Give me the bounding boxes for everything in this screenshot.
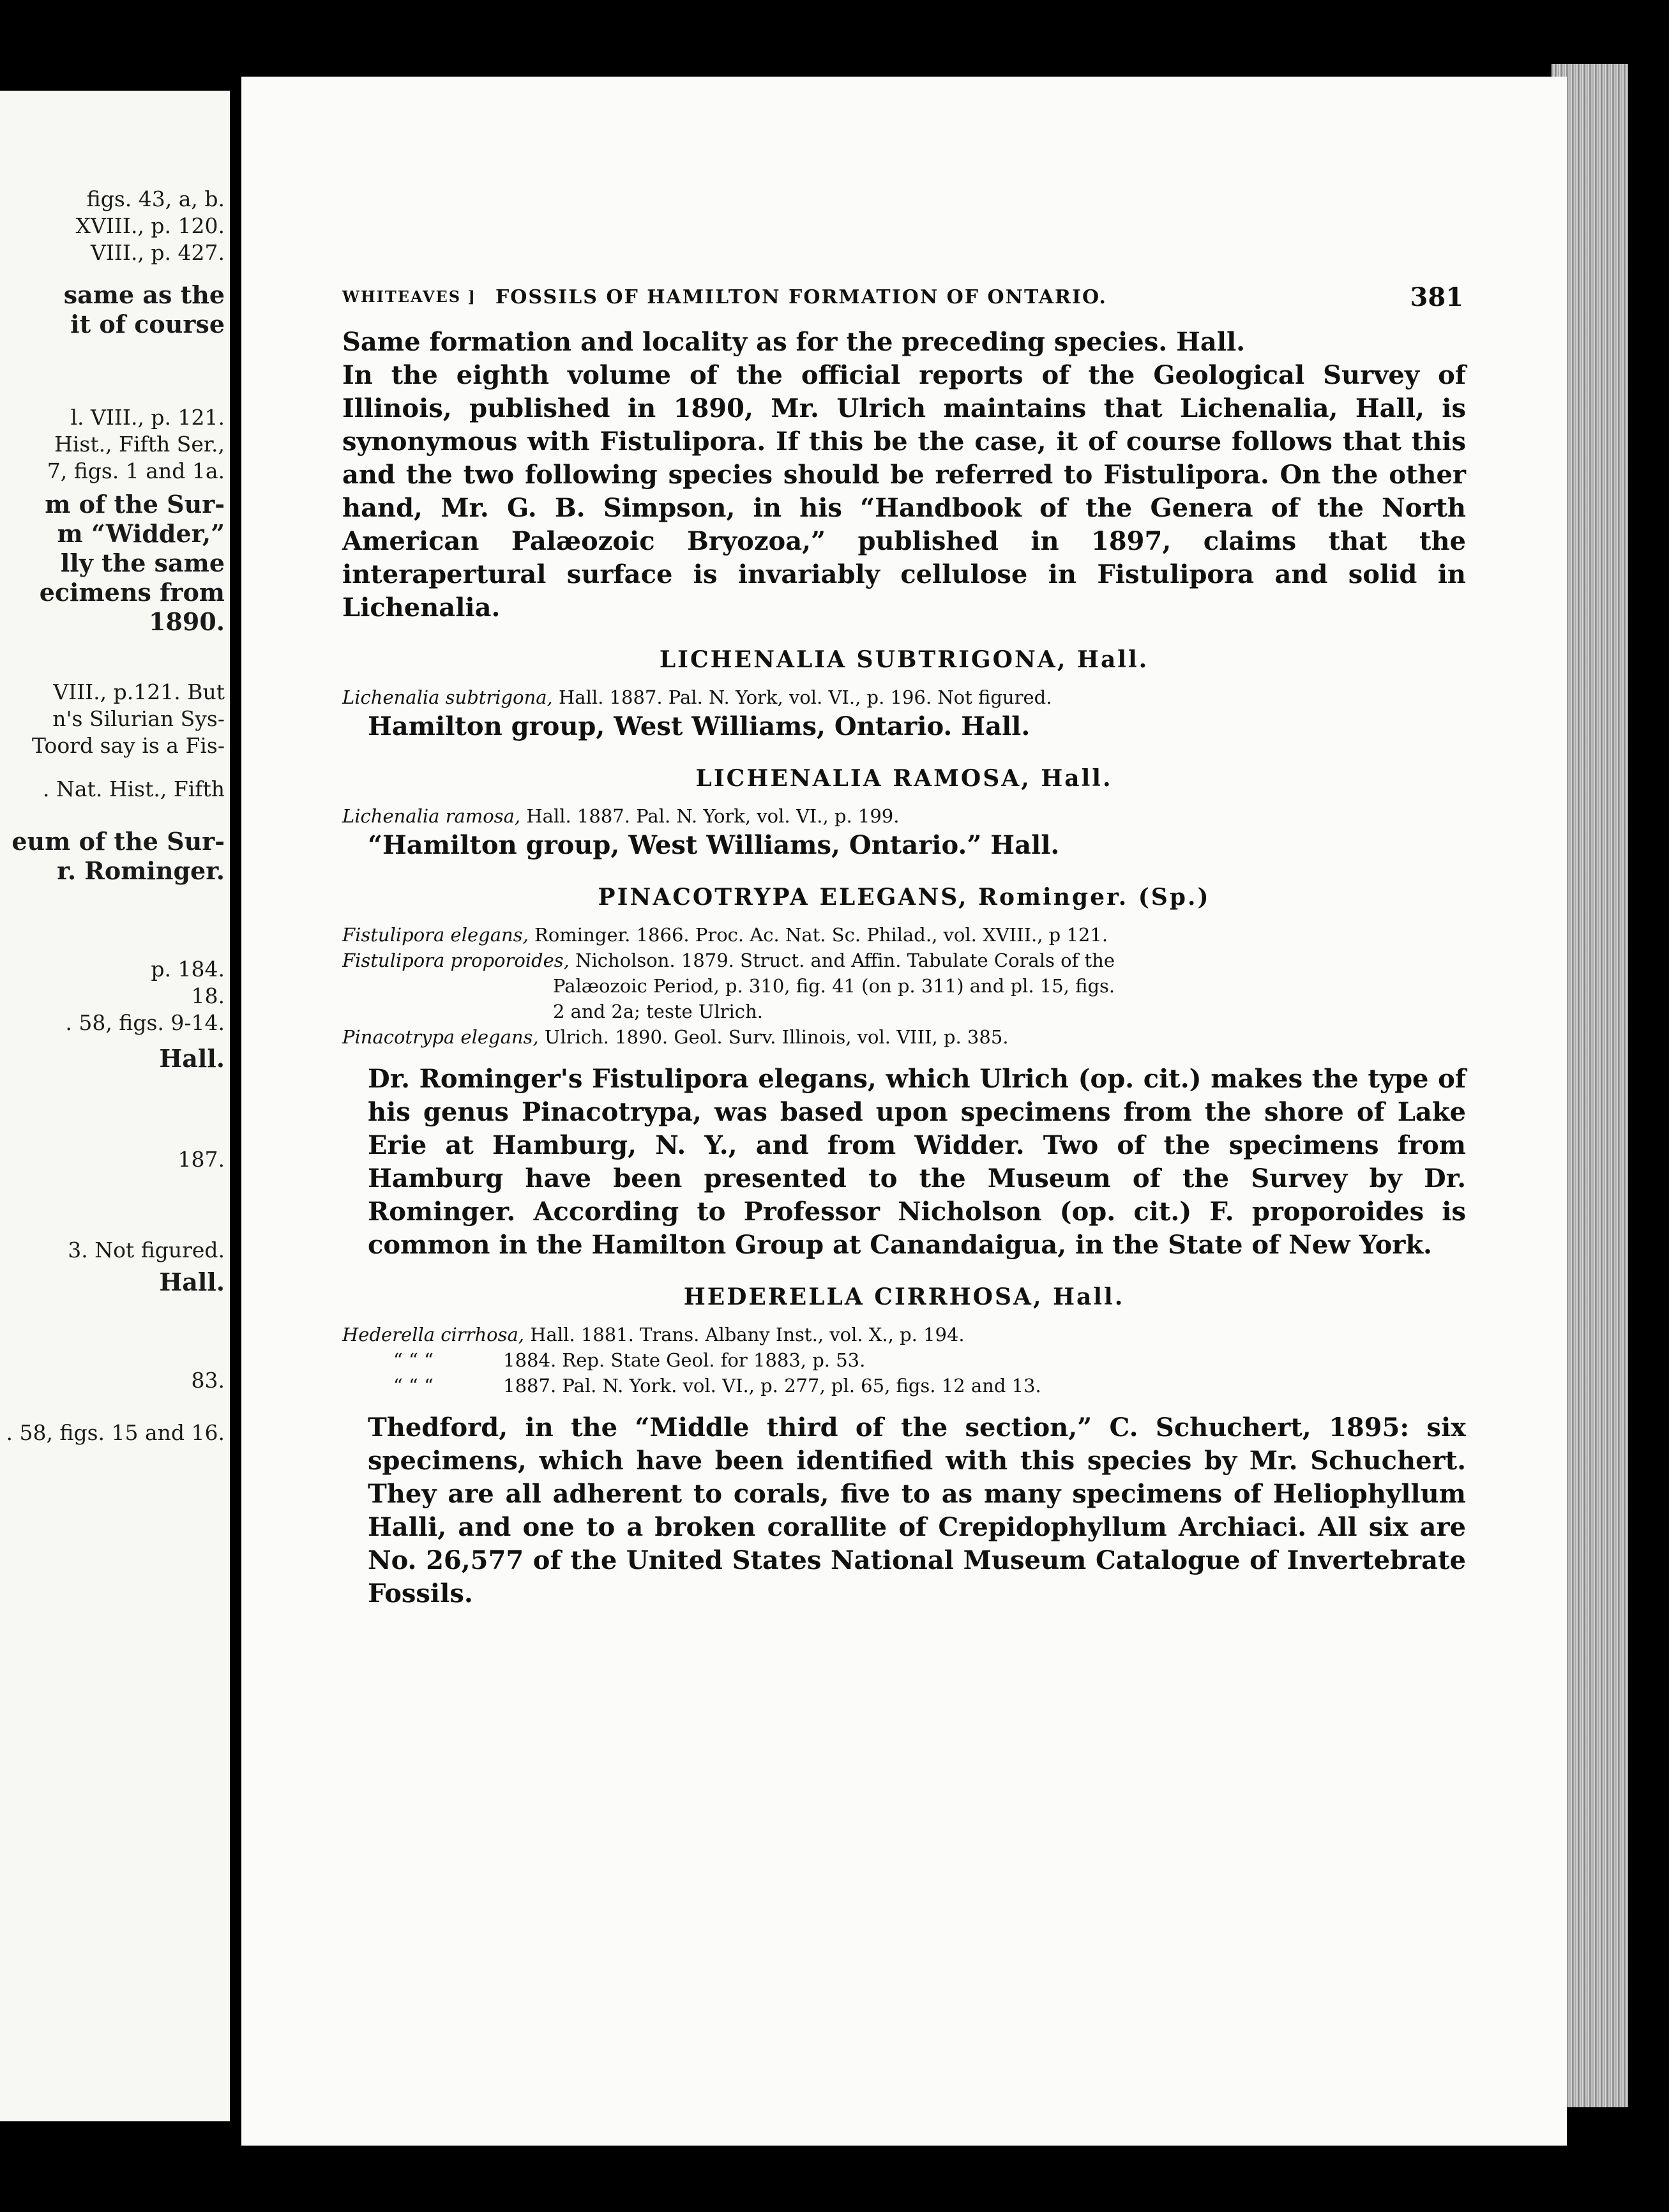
running-head-title: FOSSILS OF HAMILTON FORMATION OF ONTARIO.	[495, 286, 1107, 308]
synonymy-line	[342, 803, 1466, 829]
left-page-line: . 58, figs. 15 and 16.	[6, 1420, 225, 1445]
running-head	[342, 282, 1466, 321]
synonym-name: Lichenalia ramosa,	[342, 805, 521, 827]
synonymy-line	[342, 948, 1466, 1024]
synonym-name: Lichenalia subtrigona,	[342, 686, 553, 708]
synonym-reference: Nicholson. 1879. Struct. and Affin. Tabulate Corals of the	[575, 950, 1115, 971]
left-page-line: VIII., p. 427.	[91, 240, 225, 265]
synonym-reference-continued: 2 and 2a; teste Ulrich.	[553, 1001, 763, 1022]
left-page-line: XVIII., p. 120.	[75, 213, 225, 238]
left-page-line: n's Silurian Sys-	[52, 706, 225, 731]
left-page-line: r. Rominger.	[57, 856, 225, 885]
left-page-line: . 58, figs. 9-14.	[65, 1010, 225, 1035]
synonymy-line	[342, 922, 1466, 948]
ditto-marks: “ “ “	[393, 1349, 434, 1371]
left-page-line: ecimens from	[39, 578, 225, 607]
spacer	[342, 1050, 1466, 1063]
intro-paragraph-1: Same formation and locality as for the preceding species. Hall.	[342, 327, 1246, 357]
left-page-line: m “Widder,”	[57, 519, 225, 548]
page-gutter	[230, 77, 241, 2133]
left-page-line: eum of the Sur-	[11, 827, 225, 856]
left-page-line: it of course	[70, 310, 225, 338]
left-page-line: 83.	[191, 1368, 225, 1393]
species-heading-pinacotrypa-elegans: PINACOTRYPA ELEGANS, Rominger. (Sp.)	[598, 884, 1211, 911]
left-page-line: VIII., p.121. But	[53, 679, 225, 704]
page-number: 381	[1410, 282, 1463, 312]
left-page-line: 187.	[177, 1147, 225, 1172]
left-page-line: Hist., Fifth Ser.,	[54, 432, 225, 457]
left-page-line: . Nat. Hist., Fifth	[43, 776, 225, 801]
species-heading-hederella-cirrhosa: HEDERELLA CIRRHOSA, Hall.	[683, 1284, 1125, 1310]
synonym-name: Pinacotrypa elegans,	[342, 1026, 539, 1048]
discussion-paragraph: Thedford, in the “Middle third of the section,” C. Schuchert, 1895: six specimens, which have been identified with this species by Mr. Schuchert. They are all adherent to corals, five to as many specimens of Heliophyllum Halli, and one to a broken corallite of Crepidophyllum Archiaci. All six are No. 26,577 of the United States National Museum Catalogue of Invertebrate Fossils.	[368, 1413, 1466, 1609]
synonymy-line	[342, 1322, 1466, 1347]
synonymy-line	[342, 685, 1466, 710]
synonym-reference: Ulrich. 1890. Geol. Surv. Illinois, vol. VIII, p. 385.	[544, 1026, 1009, 1048]
synonym-reference: Hall. 1887. Pal. N. York, vol. VI., p. 196. Not figured.	[558, 686, 1052, 708]
left-page-line: same as the	[63, 280, 225, 309]
left-page-line: 7, figs. 1 and 1a.	[47, 458, 225, 483]
synonym-reference: 1887. Pal. N. York. vol. VI., p. 277, pl. 65, figs. 12 and 13.	[503, 1375, 1041, 1397]
synonymy-line	[342, 1024, 1466, 1050]
ditto-marks: “ “ “	[393, 1375, 434, 1397]
left-page-line: m of the Sur-	[45, 490, 225, 519]
discussion-paragraph: Dr. Rominger's Fistulipora elegans, which Ulrich (op. cit.) makes the type of his genus Pinacotrypa, was based upon specimens from the shore of Lake Erie at Hamburg, N. Y., and from Widder. Two of the specimens from Hamburg have been presented to the Museum of the Survey by Dr. Rominger. According to Professor Nicholson (op. cit.) F. proporoides is common in the Hamilton Group at Canandaigua, in the State of New York.	[368, 1064, 1466, 1260]
synonym-name: Hederella cirrhosa,	[342, 1324, 525, 1345]
species-heading-lichenalia-ramosa: LICHENALIA RAMOSA, Hall.	[695, 765, 1113, 792]
left-page-line: Hall.	[159, 1044, 225, 1073]
left-page-line: lly the same	[60, 549, 225, 577]
left-page-line: Toord say is a Fis-	[32, 733, 225, 758]
synonym-reference: 1884. Rep. State Geol. for 1883, p. 53.	[503, 1349, 866, 1371]
left-page-line: 1890.	[149, 607, 225, 636]
spacer	[342, 1398, 1466, 1411]
left-page-line: figs. 43, a, b.	[86, 186, 225, 211]
species-heading-lichenalia-subtrigona: LICHENALIA SUBTRIGONA, Hall.	[659, 646, 1149, 673]
left-page-fragment	[0, 91, 230, 2121]
left-page-line: 18.	[191, 983, 225, 1008]
synonym-reference-continued: Palæozoic Period, p. 310, fig. 41 (on p. 311) and pl. 15, figs.	[553, 975, 1115, 997]
synonym-name: Fistulipora proporoides,	[342, 950, 570, 971]
left-page-line: 3. Not figured.	[68, 1238, 225, 1262]
locality-paragraph: Hamilton group, West Williams, Ontario. Hall.	[368, 711, 1031, 741]
synonym-name: Fistulipora elegans,	[342, 924, 529, 946]
synonymy-line	[342, 1347, 1466, 1373]
page-text	[342, 282, 1466, 1610]
left-page-line: l. VIII., p. 121.	[70, 405, 225, 430]
right-page	[241, 77, 1567, 2146]
synonym-reference: Rominger. 1866. Proc. Ac. Nat. Sc. Philad., vol. XVIII., p 121.	[534, 924, 1108, 946]
left-page-line: p. 184.	[151, 957, 225, 981]
left-page-line: Hall.	[159, 1268, 225, 1296]
locality-paragraph: “Hamilton group, West Williams, Ontario.” Hall.	[368, 830, 1060, 860]
intro-paragraph-2: In the eighth volume of the official reports of the Geological Survey of Illinois, published in 1890, Mr. Ulrich maintains that Lichenalia, Hall, is synonymous with Fistulipora. If this be the case, it of course follows that this and the two following species should be referred to Fistulipora. On the other hand, Mr. G. B. Simpson, in his “Handbook of the Genera of the North American Palæozoic Bryozoa,” published in 1897, claims that the interapertural surface is invariably cellulose in Fistulipora and solid in Lichenalia.	[342, 360, 1466, 623]
running-head-author: WHITEAVES ]	[342, 287, 476, 306]
synonym-reference: Hall. 1887. Pal. N. York, vol. VI., p. 199.	[526, 805, 900, 827]
synonym-reference: Hall. 1881. Trans. Albany Inst., vol. X., p. 194.	[530, 1324, 965, 1345]
synonymy-line	[342, 1373, 1466, 1398]
